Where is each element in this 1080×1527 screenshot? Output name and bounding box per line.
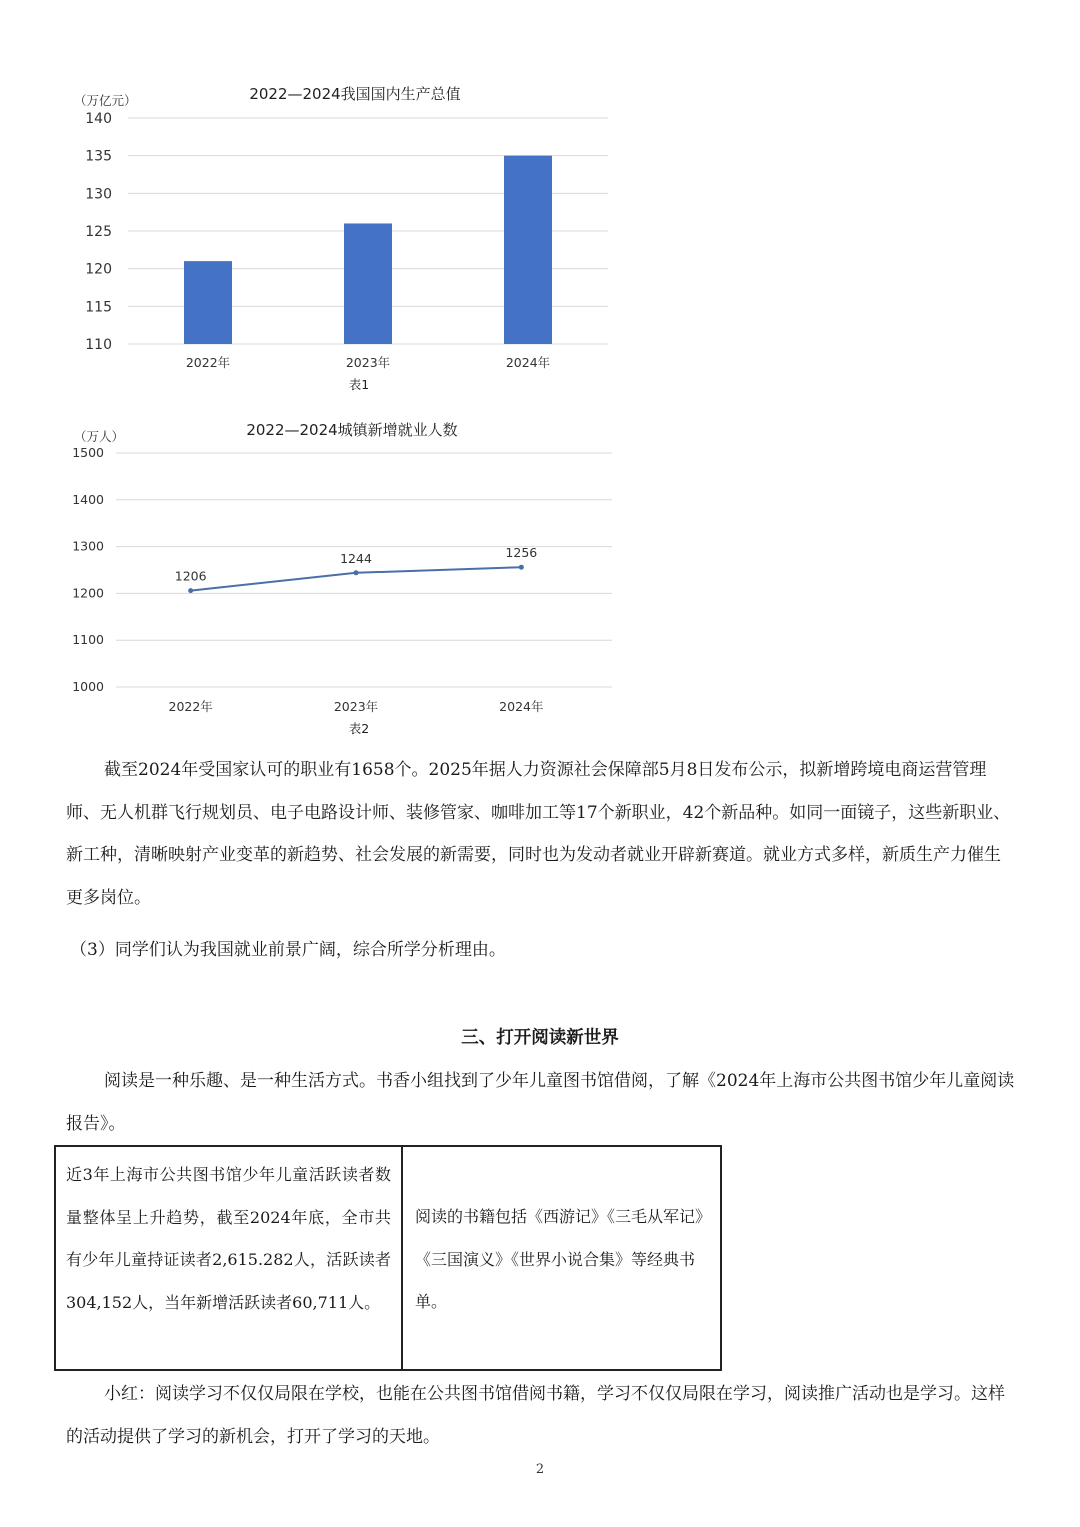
gdp-bar-chart-svg — [60, 78, 620, 398]
chart2-caption: 表2 — [348, 721, 370, 736]
y-tick-label: 1300 — [72, 538, 104, 554]
bar — [504, 156, 552, 344]
chart1-unit-label: （万亿元） — [74, 93, 137, 108]
table-cell-readers: 近3年上海市公共图书馆少年儿童活跃读者数量整体呈上升趋势，截至2024年底，全市共有少年儿童持证读者2,615.282人，活跃读者304,152人，当年新增活跃读者60,711人。 — [56, 1147, 403, 1369]
question-3: （3）同学们认为我国就业前景广阔，综合所学分析理由。 — [70, 940, 506, 960]
paragraph-xiaohong: 小红：阅读学习不仅仅局限在学校，也能在公共图书馆借阅书籍，学习不仅仅局限在学习，阅读推广活动也是学习。这样的活动提供了学习的新机会，打开了学习的天地。 — [66, 1384, 1005, 1447]
x-tick-label: 2022年 — [185, 355, 231, 370]
x-tick-label: 2023年 — [345, 355, 391, 370]
employment-line-chart — [60, 413, 620, 743]
data-point — [519, 565, 524, 570]
gdp-bar-chart — [60, 78, 620, 398]
chart2-title: 2022—2024城镇新增就业人数 — [246, 421, 458, 439]
y-tick-label: 120 — [85, 261, 112, 278]
chart1-title: 2022—2024我国国内生产总值 — [249, 85, 461, 103]
section-heading: 三、打开阅读新世界 — [461, 1028, 619, 1048]
y-tick-label: 115 — [85, 299, 112, 316]
data-point — [188, 588, 193, 593]
y-tick-label: 1000 — [72, 679, 104, 694]
chart2-unit-label: （万人） — [74, 429, 125, 444]
y-tick-label: 110 — [85, 337, 112, 353]
paragraph-new-occupations: 截至2024年受国家认可的职业有1658个。2025年据人力资源社会保障部5月8日发布公示，拟新增跨境电商运营管理师、无人机群飞行规划员、电子电路设计师、装修管家、咖啡加工等17个新职业，42个新品种。如同一面镜子，这些新职业、新工种，清晰映射产业变革的新趋势、社会发展的新需要，同时也为发动者就业开辟新赛道。就业方式多样，新质生产力催生更多岗位。 — [66, 760, 1011, 908]
y-tick-label: 1400 — [72, 491, 104, 507]
y-tick-label: 1500 — [72, 445, 104, 460]
paragraph-reading-intro: 阅读是一种乐趣、是一种生活方式。书香小组找到了少年儿童图书馆借阅，了解《2024年上海市公共图书馆少年儿童阅读报告》。 — [66, 1071, 1015, 1134]
x-tick-label: 2022年 — [168, 699, 213, 714]
y-tick-label: 135 — [85, 148, 112, 165]
page-number: 2 — [535, 1462, 545, 1477]
y-tick-label: 1100 — [72, 632, 104, 648]
reading-report-table — [54, 1145, 722, 1371]
data-label: 1206 — [174, 568, 207, 584]
employment-line-chart-svg — [60, 413, 620, 743]
x-tick-label: 2024年 — [505, 355, 551, 370]
bar — [184, 261, 232, 344]
y-tick-label: 130 — [85, 186, 112, 203]
table-cell-books: 阅读的书籍包括《西游记》《三毛从军记》《三国演义》《世界小说合集》等经典书单。 — [415, 1207, 704, 1311]
y-tick-label: 125 — [85, 224, 112, 240]
x-tick-label: 2024年 — [499, 699, 544, 714]
data-point — [354, 570, 359, 575]
y-tick-label: 140 — [85, 111, 112, 127]
data-label: 1244 — [340, 550, 372, 566]
y-tick-label: 1200 — [72, 585, 104, 601]
x-tick-label: 2023年 — [333, 699, 379, 714]
data-label: 1256 — [505, 545, 538, 561]
bar — [344, 223, 392, 344]
chart1-caption: 表1 — [348, 377, 370, 392]
